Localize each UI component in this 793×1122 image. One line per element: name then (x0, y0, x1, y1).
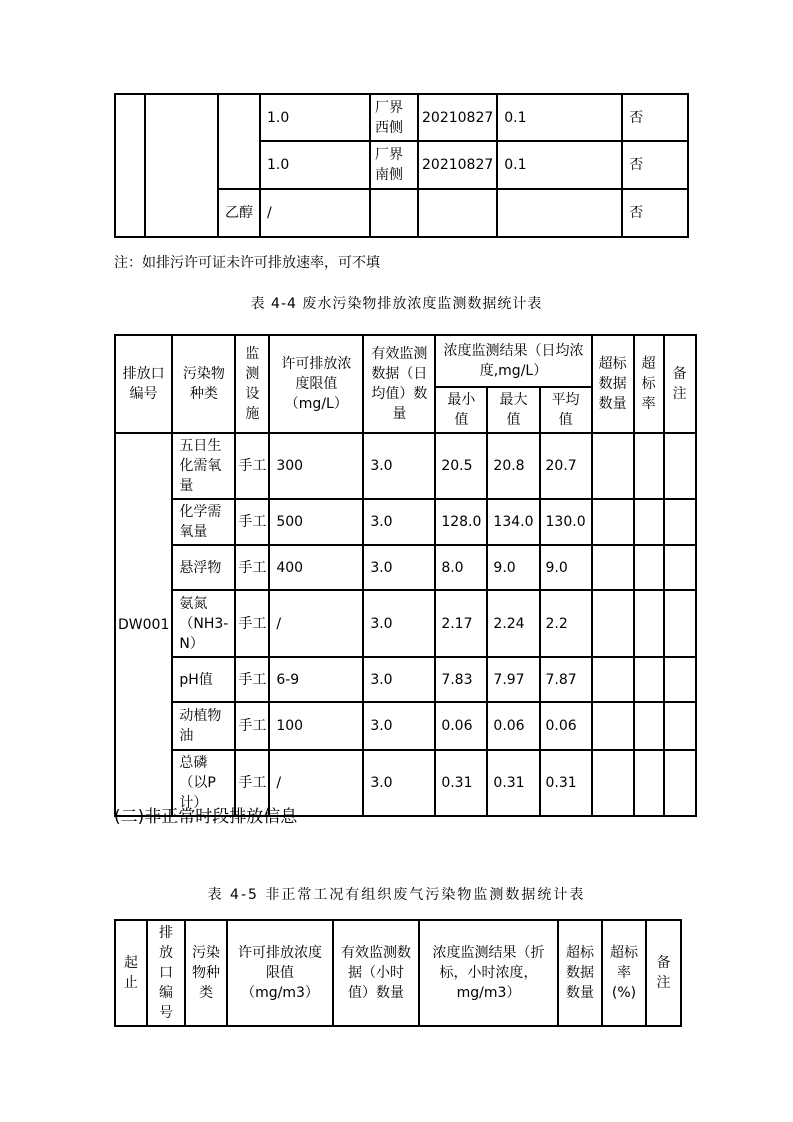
cell-min: 2.17 (435, 590, 487, 657)
cell-facility: 手工 (235, 702, 269, 750)
cell-date: 20210827 (418, 141, 497, 189)
header-limit: 许可排放浓度限值（mg/L） (269, 335, 363, 433)
cell-result: 0.1 (497, 94, 622, 141)
cell-limit: 300 (269, 433, 363, 499)
cell-limit: 100 (269, 702, 363, 750)
cell-location: 厂界西侧 (370, 94, 418, 141)
cell-location (370, 189, 418, 237)
cell-remark (664, 702, 696, 750)
cell-facility: 手工 (235, 433, 269, 499)
header-row (115, 335, 696, 387)
cell-avg: 9.0 (540, 545, 592, 590)
cell-pollutant: 化学需氧量 (172, 499, 235, 545)
header-avg: 平均值 (540, 387, 592, 433)
cell-remark (664, 545, 696, 590)
cell-avg: 130.0 (540, 499, 592, 545)
cell-min: 128.0 (435, 499, 487, 545)
header-facility: 监测设施 (235, 335, 269, 433)
cell-exceed-count (592, 499, 634, 545)
table-row (115, 433, 696, 499)
cell-empty (145, 94, 218, 237)
cell-exceed-rate (634, 702, 664, 750)
table-row (115, 702, 696, 750)
header-max: 最大值 (487, 387, 539, 433)
table-row (115, 499, 696, 545)
cell-date: 20210827 (418, 94, 497, 141)
cell-facility: 手工 (235, 750, 269, 816)
cell-min: 0.31 (435, 750, 487, 816)
header-result: 浓度监测结果（折标，小时浓度，mg/m3） (419, 920, 558, 1026)
cell-avg: 7.87 (540, 657, 592, 702)
cell-exceed-count (592, 545, 634, 590)
cell-exceed-count (592, 702, 634, 750)
cell-limit: 1.0 (260, 94, 370, 141)
cell-empty (115, 94, 145, 237)
table-row (115, 545, 696, 590)
header-period: 起止 (115, 920, 147, 1026)
cell-min: 7.83 (435, 657, 487, 702)
header-exceed-count: 超标数据数量 (558, 920, 602, 1026)
header-min: 最小值 (435, 387, 487, 433)
cell-valid: 3.0 (363, 702, 435, 750)
cell-limit: / (260, 189, 370, 237)
cell-min: 20.5 (435, 433, 487, 499)
cell-exceed-rate (634, 750, 664, 816)
cell-outlet-id: DW001 (115, 433, 172, 816)
cell-pollutant: pH值 (172, 657, 235, 702)
cell-exceed-count (592, 750, 634, 816)
cell-max: 7.97 (487, 657, 539, 702)
cell-remark (664, 433, 696, 499)
cell-limit: 1.0 (260, 141, 370, 189)
cell-facility: 手工 (235, 590, 269, 657)
cell-exceed: 否 (622, 94, 688, 141)
cell-valid: 3.0 (363, 545, 435, 590)
cell-pollutant: 氨氮（NH3-N） (172, 590, 235, 657)
gas-monitoring-table (114, 919, 682, 1027)
table-4-5-title: 表 4-5 非正常工况有组织废气污染物监测数据统计表 (207, 887, 586, 903)
table-row (115, 657, 696, 702)
cell-facility: 手工 (235, 499, 269, 545)
cell-exceed-rate (634, 657, 664, 702)
cell-limit: 400 (269, 545, 363, 590)
cell-exceed: 否 (622, 141, 688, 189)
header-result-group: 浓度监测结果（日均浓度,mg/L） (435, 335, 591, 387)
cell-valid: 3.0 (363, 499, 435, 545)
cell-valid: 3.0 (363, 657, 435, 702)
cell-limit: / (269, 750, 363, 816)
cell-avg: 0.06 (540, 702, 592, 750)
cell-location: 厂界南侧 (370, 141, 418, 189)
cell-pollutant-merged (218, 94, 260, 189)
cell-max: 2.24 (487, 590, 539, 657)
table-row (115, 94, 688, 141)
cell-avg: 20.7 (540, 433, 592, 499)
cell-exceed-rate (634, 545, 664, 590)
cell-max: 9.0 (487, 545, 539, 590)
cell-max: 0.06 (487, 702, 539, 750)
header-exceed-rate: 超标率(%) (602, 920, 646, 1026)
cell-limit: 6-9 (269, 657, 363, 702)
cell-remark (664, 750, 696, 816)
cell-pollutant: 动植物油 (172, 702, 235, 750)
cell-exceed-rate (634, 499, 664, 545)
header-limit: 许可排放浓度限值（mg/m3） (227, 920, 333, 1026)
cell-exceed-count (592, 657, 634, 702)
header-pollutant: 污染物种类 (172, 335, 235, 433)
cell-limit: 500 (269, 499, 363, 545)
cell-exceed-count (592, 590, 634, 657)
table-4-4-title: 表 4-4 废水污染物排放浓度监测数据统计表 (250, 296, 543, 312)
cell-pollutant: 乙醇 (218, 189, 260, 237)
section-heading: (二)非正常时段排放信息 (114, 807, 298, 827)
header-exceed-count: 超标数据数量 (592, 335, 634, 433)
cell-result (497, 189, 622, 237)
table-note: 注：如排污许可证未许可排放速率，可不填 (114, 255, 380, 271)
header-valid-count: 有效监测数据（小时值）数量 (333, 920, 419, 1026)
cell-facility: 手工 (235, 545, 269, 590)
cell-max: 20.8 (487, 433, 539, 499)
cell-remark (664, 499, 696, 545)
cell-avg: 0.31 (540, 750, 592, 816)
cell-valid: 3.0 (363, 750, 435, 816)
cell-date (418, 189, 497, 237)
header-outlet: 排放口编号 (115, 335, 172, 433)
cell-result: 0.1 (497, 141, 622, 189)
cell-remark (664, 657, 696, 702)
cell-remark (664, 590, 696, 657)
cell-valid: 3.0 (363, 590, 435, 657)
cell-facility: 手工 (235, 657, 269, 702)
cell-avg: 2.2 (540, 590, 592, 657)
header-exceed-rate: 超标率 (634, 335, 664, 433)
cell-min: 8.0 (435, 545, 487, 590)
table-row (115, 590, 696, 657)
header-remark: 备注 (664, 335, 696, 433)
header-valid-count: 有效监测数据（日均值）数量 (363, 335, 435, 433)
cell-exceed-rate (634, 590, 664, 657)
cell-min: 0.06 (435, 702, 487, 750)
cell-exceed: 否 (622, 189, 688, 237)
header-pollutant: 污染物种类 (185, 920, 227, 1026)
cell-pollutant: 五日生化需氧量 (172, 433, 235, 499)
cell-valid: 3.0 (363, 433, 435, 499)
header-row (115, 920, 681, 1026)
cell-exceed-rate (634, 433, 664, 499)
cell-limit: / (269, 590, 363, 657)
cell-max: 134.0 (487, 499, 539, 545)
wastewater-monitoring-table (114, 334, 697, 817)
cell-pollutant: 悬浮物 (172, 545, 235, 590)
header-remark: 备注 (646, 920, 681, 1026)
cell-pollutant: 总磷（以P计） (172, 750, 235, 816)
continuation-table (114, 93, 689, 238)
header-outlet: 排放口编号 (147, 920, 185, 1026)
cell-max: 0.31 (487, 750, 539, 816)
cell-exceed-count (592, 433, 634, 499)
